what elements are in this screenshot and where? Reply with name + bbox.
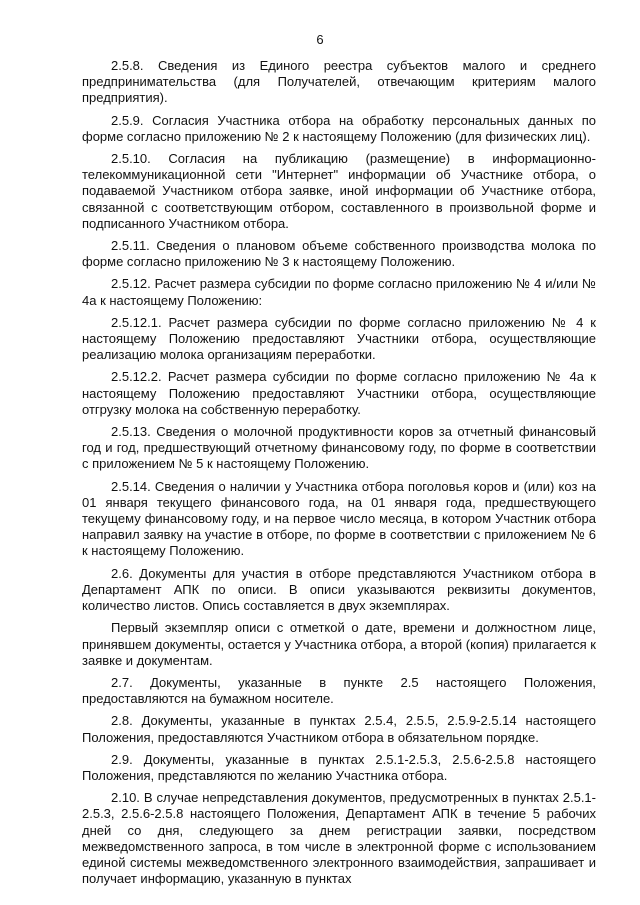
document-body	[82, 58, 596, 893]
paragraph-2-10: 2.10. В случае непредставления документов, предусмотренных в пунктах 2.5.1-2.5.3, 2.5.6-2.5.8 настоящего Положения, Департамент АПК в течение 5 рабочих дней со дня, следующего за днем регистрации заявки, посредством межведомственного запроса, в том числе в электронной форме с использованием единой системы межведомственного электронного взаимодействия, запрашивает и получает информацию, указанную в пунктах	[82, 790, 596, 887]
paragraph-2-5-12-1: 2.5.12.1. Расчет размера субсидии по форме согласно приложению № 4 к настоящему Положению предоставляют Участники отбора, осуществляющие реализацию молока организациям переработки.	[82, 314, 596, 363]
paragraph-2-9: 2.9. Документы, указанные в пунктах 2.5.1-2.5.3, 2.5.6-2.5.8 настоящего Положения, представляются по желанию Участника отбора.	[82, 751, 596, 783]
page-number: 6	[316, 32, 324, 47]
paragraph-2-5-11: 2.5.11. Сведения о плановом объеме собственного производства молока по форме согласно приложению № 3 к настоящему Положению.	[82, 238, 596, 270]
paragraph-2-5-9: 2.5.9. Согласия Участника отбора на обработку персональных данных по форме согласно приложению № 2 к настоящему Положению (для физических лиц).	[82, 112, 596, 144]
paragraph-2-5-13: 2.5.13. Сведения о молочной продуктивности коров за отчетный финансовый год и год, предшествующий отчетному финансовому году, по форме в соответствии с приложением № 5 к настоящему Положению.	[82, 424, 596, 472]
paragraph-2-7: 2.7. Документы, указанные в пункте 2.5 настоящего Положения, предоставляются на бумажном носителе.	[82, 674, 596, 707]
paragraph-2-5-12-2: 2.5.12.2. Расчет размера субсидии по форме согласно приложению № 4а к настоящему Положению предоставляют Участники отбора, осуществляющие отгрузку молока на собственную переработку.	[82, 369, 596, 417]
paragraph-2-5-10: 2.5.10. Согласия на публикацию (размещение) в информационно-телекоммуникационной сети "Интернет" информации об Участнике отбора, о подаваемой Участником отбора заявке, иной информации об Участнике отбора, связанной с соответствующим отбором, составленного в произвольной форме и подписанного Участником отбора.	[82, 151, 596, 231]
paragraph-2-5-8: 2.5.8. Сведения из Единого реестра субъектов малого и среднего предпринимательства (для Получателей, отвечающим критериям малого предприятия).	[82, 58, 596, 106]
paragraph-2-5-12: 2.5.12. Расчет размера субсидии по форме согласно приложению № 4 и/или № 4а к настоящему Положению:	[82, 276, 596, 308]
paragraph-2-6-copy-note: Первый экземпляр описи с отметкой о дате, времени и должностном лице, принявшем документы, остается у Участника отбора, а второй (копия) прилагается к заявке и документам.	[82, 620, 596, 668]
paragraph-2-5-14: 2.5.14. Сведения о наличии у Участника отбора поголовья коров и (или) коз на 01 января текущего финансового года, на 01 января года, предшествующего текущему финансовому году, и на первое число месяца, в котором Участник отбора направил заявку на участие в отборе, по форме в соответствии с приложением № 6 к настоящему Положению.	[82, 478, 596, 559]
paragraph-2-6: 2.6. Документы для участия в отборе представляются Участником отбора в Департамент АПК по описи. В описи указываются реквизиты документов, количество листов. Опись составляется в двух экземплярах.	[82, 565, 596, 614]
paragraph-2-8: 2.8. Документы, указанные в пунктах 2.5.4, 2.5.5, 2.5.9-2.5.14 настоящего Положения, предоставляются Участником отбора в обязательном порядке.	[82, 713, 596, 745]
